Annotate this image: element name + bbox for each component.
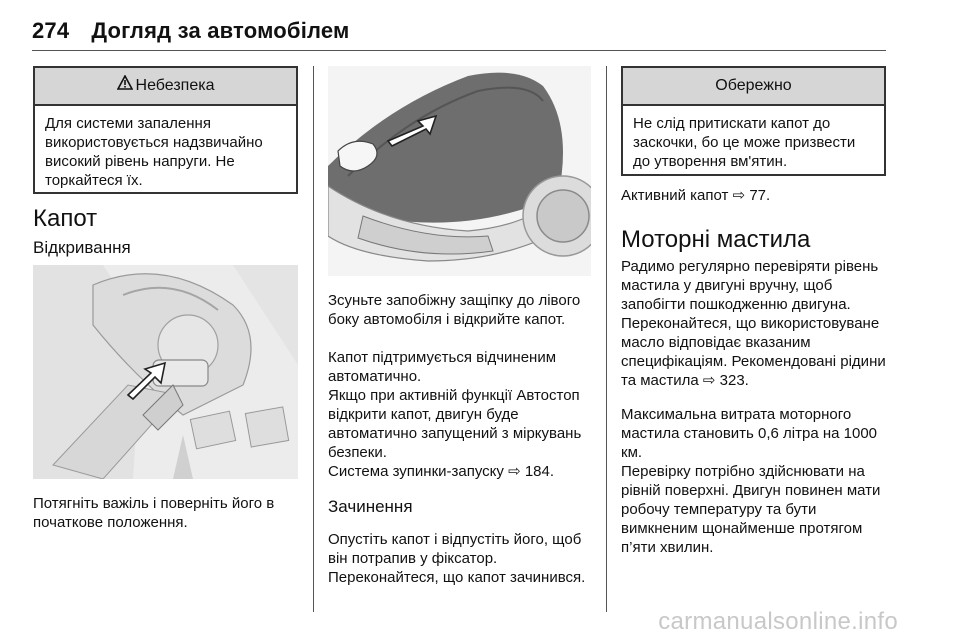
danger-box — [33, 66, 298, 194]
paragraph-check-conditions: Перевірку потрібно здійснювати на рівній поверхні. Двигун повинен мати робочу температуру та бути вимкненим щонайменше протягом п’яти хвилин. — [621, 463, 881, 556]
paragraph-oil-consumption: Максимальна витрата моторного мастила становить 0,6 літра на 1000 км. — [621, 406, 878, 461]
page-number: 274 — [32, 18, 70, 43]
danger-box-title: Небезпека — [135, 77, 215, 95]
paragraph-autostop: Якщо при активній функції Автостоп відкрити капот, двигун буде автоматично запущений з міркувань безпеки. — [328, 387, 582, 461]
stop-start-text: Система зупинки-запуску — [328, 463, 504, 480]
active-hood-page-ref[interactable]: 77. — [749, 187, 771, 204]
active-hood-text: Активний капот — [621, 187, 729, 204]
warning-triangle-icon — [117, 68, 133, 104]
arrow-right-icon: ⇨ — [508, 462, 521, 480]
figure-hood-latch — [328, 66, 591, 276]
column-divider-2 — [606, 66, 607, 612]
page-title: Догляд за автомобілем — [91, 18, 350, 43]
subsection-title-opening: Відкривання — [33, 238, 131, 257]
stop-start-page-ref[interactable]: 184. — [524, 463, 555, 480]
fluids-page-ref[interactable]: 323. — [719, 372, 749, 389]
danger-box-header — [35, 68, 296, 106]
figure-hood-lever — [33, 265, 298, 479]
header-rule — [32, 50, 886, 51]
paragraph-active-hood — [621, 186, 886, 205]
paragraph-closing: Опустіть капот і відпустіть його, щоб він потрапив у фіксатор. Переконайтеся, що капот зачинився. — [328, 531, 586, 586]
page-header — [32, 18, 350, 44]
arrow-right-icon: ⇨ — [702, 371, 716, 389]
danger-box-text: Для системи запалення використовується надзвичайно високий рівень напруги. Не торкайтеся їх. — [45, 115, 263, 189]
column-divider-1 — [313, 66, 314, 612]
caution-box-text: Не слід притискати капот до заскочки, бо це може призвести до утворення вм'ятин. — [633, 115, 856, 170]
watermark: carmanualsonline.info — [658, 608, 898, 635]
caution-box — [621, 66, 886, 176]
paragraph-unlatch: Зсуньте запобіжну защіпку до лівого боку автомобіля і відкрийте капот. — [328, 292, 581, 328]
subsection-title-closing: Зачинення — [328, 497, 413, 516]
section-title-engine-oil: Моторні мастила — [621, 226, 811, 253]
arrow-right-icon: ⇨ — [732, 186, 746, 204]
paragraph-hood-held: Капот підтримується відчиненим автоматично. — [328, 349, 557, 385]
caution-box-header: Обережно — [623, 68, 884, 106]
oil-check-text: Радимо регулярно перевіряти рівень мастила у двигуні вручну, щоб запобігти пошкодженню двигуна. Переконайтеся, що використовуване масло відповідає вказаним специфікаціям. Рекомендовані рідини та мастила — [621, 258, 886, 389]
figure-caption-lever: Потягніть важіль і поверніть його в початкове положення. — [33, 495, 275, 531]
paragraph-stop-start — [328, 462, 593, 481]
section-title-hood: Капот — [33, 205, 98, 232]
paragraph-oil-check — [621, 257, 886, 390]
